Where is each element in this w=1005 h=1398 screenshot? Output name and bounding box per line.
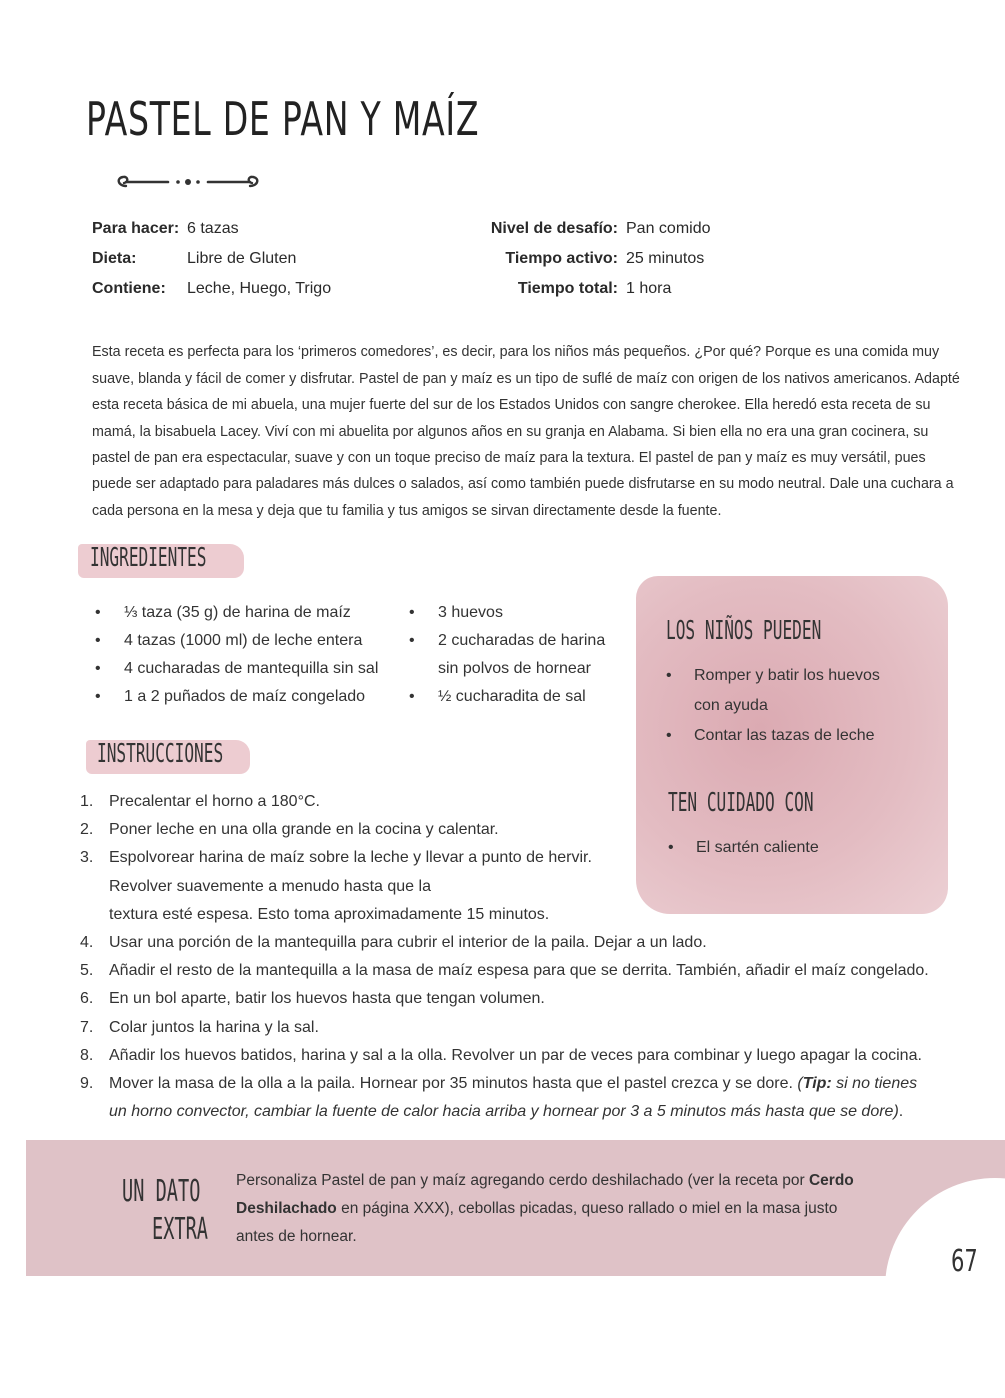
step-number: 3.: [80, 849, 94, 867]
step-item: [80, 957, 960, 985]
step-text: Mover la masa de la olla a la paila. Hornear por 35 minutos hasta que el pastel crezca y se dore.: [109, 1075, 793, 1093]
recipe-meta-right: [470, 214, 711, 304]
step-item: [80, 1042, 960, 1070]
step-text: En un bol aparte, batir los huevos hasta que tengan volumen.: [109, 990, 545, 1008]
meta-total-time: [470, 274, 711, 304]
tip-open: (: [792, 1075, 803, 1093]
instructions-heading: INSTRUCCIONES: [97, 739, 224, 769]
extra-heading-line1: UN DATO: [122, 1174, 201, 1209]
tip-text-line: [109, 1098, 960, 1126]
list-item: • 4 cucharadas de mantequilla sin sal: [92, 655, 378, 683]
meta-value: 6 tazas: [187, 220, 239, 237]
ornament-divider: [112, 172, 264, 192]
tip-text: si no tienes: [831, 1075, 918, 1093]
list-item: • El sartén caliente: [668, 833, 819, 863]
tip-close: .: [898, 1103, 904, 1121]
kids-can-list: [666, 661, 898, 751]
step-text: Poner leche en una olla grande en la cocina y calentar.: [109, 821, 499, 839]
meta-value: Leche, Huego, Trigo: [187, 280, 332, 297]
list-item: • 3 huevos: [406, 599, 605, 627]
meta-active-time: [470, 244, 711, 274]
meta-key: Nivel de desafío:: [490, 220, 618, 237]
list-item: • ½ cucharadita de sal: [406, 683, 605, 711]
step-text-line: Espolvorear harina de maíz sobre la leche y llevar a punto de hervir.: [109, 849, 592, 867]
ingredients-heading: INGREDIENTES: [90, 543, 207, 573]
list-item: • Romper y batir los huevos con ayuda: [666, 661, 898, 721]
step-item: [80, 1070, 960, 1126]
meta-value: Pan comido: [626, 220, 711, 237]
step-number: 6.: [80, 990, 94, 1008]
list-item: • Contar las tazas de leche: [666, 721, 898, 751]
list-item: • 2 cucharadas de harina: [406, 627, 605, 655]
step-text-line: Revolver suavemente a menudo hasta que la: [109, 877, 431, 895]
step-item: [80, 1014, 960, 1042]
ingredients-list-col2: [406, 599, 605, 711]
extra-text-part: Personaliza Pastel de pan y maíz agregando cerdo deshilachado (ver la receta por: [236, 1172, 809, 1189]
step-number: 7.: [80, 1018, 94, 1036]
meta-contains: [92, 274, 331, 304]
list-item: • ⅓ taza (35 g) de harina de maíz: [92, 599, 378, 627]
step-text: Usar una porción de la mantequilla para cubrir el interior de la paila. Dejar a un lado.: [109, 934, 707, 952]
meta-value: 25 minutos: [626, 250, 705, 267]
step-item: [80, 929, 960, 957]
step-number: 9.: [80, 1075, 94, 1093]
step-number: 2.: [80, 821, 94, 839]
careful-list: [668, 833, 819, 863]
list-item-continued: sin polvos de hornear: [438, 660, 591, 677]
meta-key: Dieta:: [92, 250, 137, 267]
kids-can-heading: LOS NIÑOS PUEDEN: [666, 616, 822, 646]
step-text: Colar juntos la harina y la sal.: [109, 1018, 319, 1036]
step-item: [80, 985, 960, 1013]
list-item: • 1 a 2 puñados de maíz congelado: [92, 683, 378, 711]
recipe-meta-left: [92, 214, 331, 304]
step-text: Precalentar el horno a 180°C.: [109, 793, 320, 810]
step-number: 5.: [80, 962, 94, 980]
step-text: Añadir el resto de la mantequilla a la masa de maíz espesa para que se derrita. También, añadir el maíz congelado.: [109, 962, 929, 980]
meta-key: Contiene:: [92, 280, 166, 297]
meta-value: Libre de Gluten: [187, 250, 297, 267]
meta-diet: [92, 244, 331, 274]
step-number: 8.: [80, 1046, 94, 1064]
careful-heading: TEN CUIDADO CON: [668, 788, 814, 818]
step-text-line: textura esté espesa. Esto toma aproximadamente 15 minutos.: [109, 905, 550, 923]
tip-label: Tip:: [802, 1075, 832, 1093]
recipe-title: PASTEL DE PAN Y MAÍZ: [86, 92, 480, 146]
extra-text-bold: Cerdo Deshilachado: [236, 1172, 854, 1217]
intro-paragraph: Esta receta es perfecta para los ‘primeros comedores’, es decir, para los niños más pequeños. ¿Por qué? Porque es una comida muy suave, blanda y fácil de comer y disfrutar. Pastel de pan y maíz es un tipo de suflé de maíz con origen de los nativos americanos. Adapté esta receta básica de mi abuela, una mujer fuerte del sur de los Estados Unidos con sangre cherokee. Ella heredó esta receta de su mamá, la bisabuela Lacey. Viví con mi abuelita por algunos años en su granja en Alabama. Si bien ella no era una gran cocinera, su pastel de pan era espectacular, suave y con un toque preciso de maíz para la textura. El pastel de pan y maíz es muy versátil, pues puede ser adaptado para paladares más dulces o salados, así como también puede disfrutarse en su modo neutral. Dale una cuchara a cada persona en la mesa y deja que tu familia y tus amigos se sirvan directamente desde la fuente.: [92, 344, 960, 519]
meta-yield: [92, 214, 331, 244]
extra-heading-line2: EXTRA: [152, 1212, 208, 1247]
step-number: 1.: [80, 793, 94, 810]
meta-value: 1 hora: [626, 280, 672, 297]
tip-text: un horno convector, cambiar la fuente de calor hacia arriba y hornear por 3 a 5 minutos más hasta que se dore): [109, 1103, 899, 1121]
step-text: Añadir los huevos batidos, harina y sal a la olla. Revolver un par de veces para combinar y luego apagar la cocina.: [109, 1046, 922, 1064]
list-item: • 4 tazas (1000 ml) de leche entera: [92, 627, 378, 655]
meta-key: Tiempo total:: [517, 280, 618, 297]
extra-text-part: en página XXX), cebollas picadas, queso rallado o miel en la masa justo antes de hornear.: [236, 1200, 838, 1245]
meta-key: Para hacer:: [92, 220, 180, 237]
step-number: 4.: [80, 934, 94, 952]
extra-fact-text: [236, 1167, 856, 1251]
meta-difficulty: [470, 214, 711, 244]
ingredients-list-col1: [92, 599, 378, 711]
page-number: 67: [951, 1244, 978, 1279]
meta-key: Tiempo activo:: [505, 250, 618, 267]
